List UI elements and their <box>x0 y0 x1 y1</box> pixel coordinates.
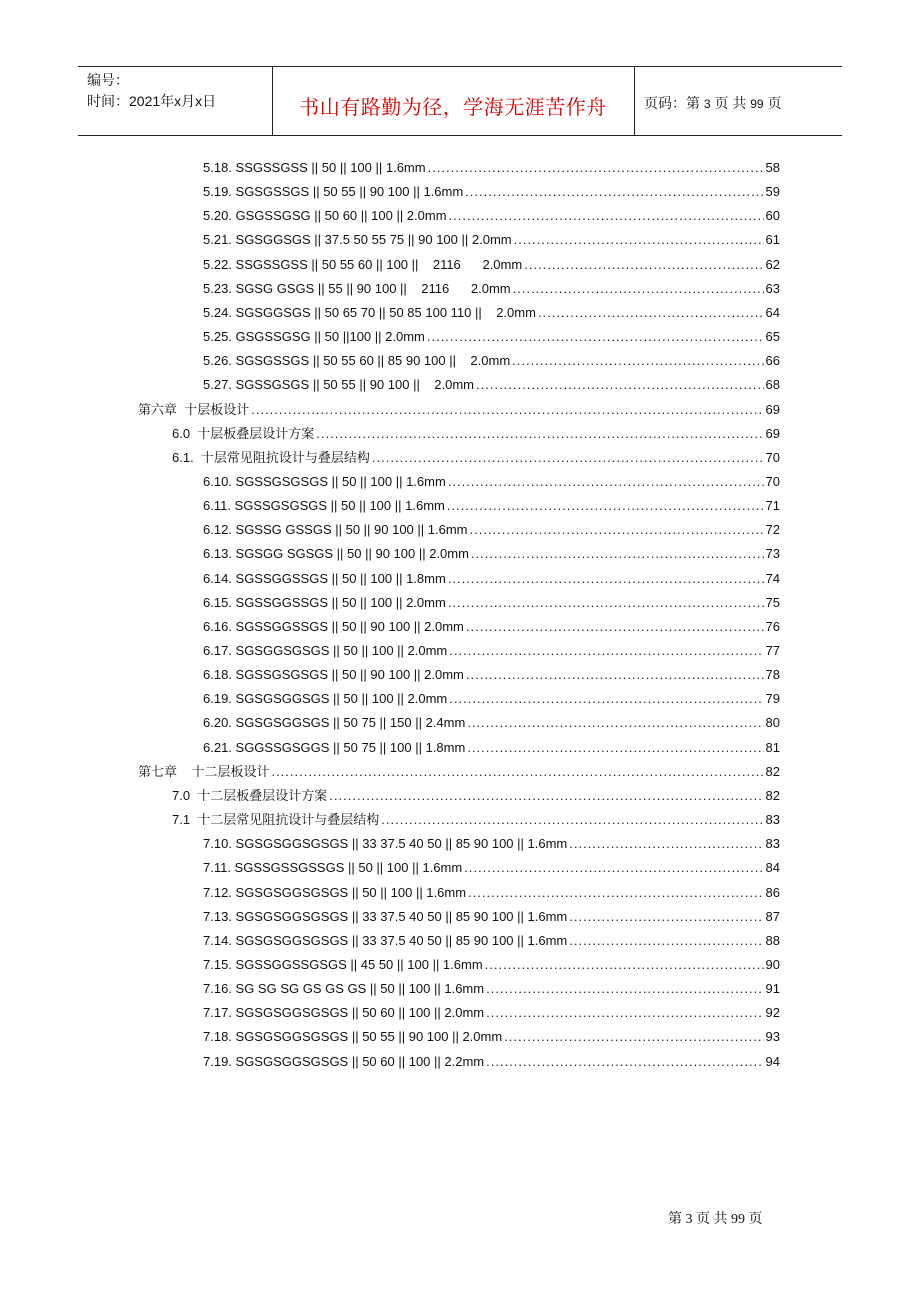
toc-entry[interactable] <box>203 205 780 227</box>
toc-dot-leader <box>464 857 763 879</box>
toc-entry-page: 61 <box>765 232 780 248</box>
toc-entry-title: 7.10. SGSGSGGSGSGS || 33 37.5 40 50 || 85 90 100 || 1.6mm <box>203 836 568 852</box>
toc-entry-title: 5.19. SGSGSSGS || 50 55 || 90 100 || 1.6mm <box>203 184 464 200</box>
toc-entry[interactable] <box>203 640 780 662</box>
toc-dot-leader <box>471 543 764 565</box>
toc-entry-title: 6.1. 十层常见阻抗设计与叠层结构 <box>172 449 370 465</box>
toc-entry-page: 79 <box>765 691 780 707</box>
toc-entry-title: 7.16. SG SG SG GS GS GS || 50 || 100 || 1.6mm <box>203 981 485 997</box>
toc-entry-title: 5.22. SSGSSGSS || 50 55 60 || 100 || 2116 2.0mm <box>203 256 523 272</box>
toc-entry-page: 74 <box>765 570 780 586</box>
toc-dot-leader <box>251 399 763 421</box>
toc-entry-page: 90 <box>765 956 780 972</box>
page-code-total: 99 <box>750 97 764 111</box>
toc-dot-leader <box>512 350 763 372</box>
toc-entry-page: 82 <box>765 763 780 779</box>
toc-entry-page: 81 <box>765 739 780 755</box>
toc-dot-leader <box>467 712 763 734</box>
toc-entry[interactable] <box>203 592 780 614</box>
toc-dot-leader <box>513 278 764 300</box>
toc-entry-page: 83 <box>765 812 780 828</box>
toc-entry-page: 69 <box>765 401 780 417</box>
footer-prefix: 第 <box>668 1212 682 1227</box>
toc-entry-page: 62 <box>765 256 780 272</box>
toc-entry-title: 6.19. SGSGSGGSGS || 50 || 100 || 2.0mm <box>203 691 448 707</box>
toc-dot-leader <box>486 1051 763 1073</box>
toc-entry-title: 7.18. SGSGSGGSGSGS || 50 55 || 90 100 || 2.0mm <box>203 1029 503 1045</box>
toc-dot-leader <box>448 471 764 493</box>
toc-entry-page: 71 <box>765 498 780 514</box>
toc-entry[interactable] <box>203 254 780 276</box>
toc-entry[interactable] <box>203 471 780 493</box>
toc-dot-leader <box>538 302 764 324</box>
toc-entry-title: 6.0 十层板叠层设计方案 <box>172 425 315 441</box>
toc-entry-title: 7.1 十二层常见阻抗设计与叠层结构 <box>172 812 380 828</box>
toc-entry[interactable] <box>138 761 780 783</box>
toc-dot-leader <box>485 954 764 976</box>
page-code <box>644 93 782 113</box>
toc-entry-title: 6.10. SGSSGSGSGS || 50 || 100 || 1.6mm <box>203 473 446 489</box>
toc-entry[interactable] <box>172 809 780 831</box>
toc-entry[interactable] <box>203 978 780 1000</box>
toc-dot-leader <box>466 664 764 686</box>
toc-entry[interactable] <box>203 954 780 976</box>
toc-entry-title: 7.14. SGSGSGGSGSGS || 33 37.5 40 50 || 85 90 100 || 1.6mm <box>203 932 568 948</box>
toc-entry[interactable] <box>203 857 780 879</box>
toc-dot-leader <box>329 785 763 807</box>
toc-entry-page: 78 <box>765 667 780 683</box>
serial-number-label: 编号： <box>87 72 129 88</box>
toc-dot-leader <box>447 495 764 517</box>
toc-entry-page: 76 <box>765 618 780 634</box>
toc-entry-page: 72 <box>765 522 780 538</box>
toc-dot-leader <box>381 809 763 831</box>
toc-dot-leader <box>467 737 763 759</box>
toc-entry-title: 第七章 十二层板设计 <box>138 763 270 779</box>
toc-entry-title: 5.18. SSGSSGSS || 50 || 100 || 1.6mm <box>203 160 426 175</box>
toc-entry[interactable] <box>203 350 780 372</box>
toc-entry-page: 73 <box>765 546 780 562</box>
toc-entry-page: 88 <box>765 932 780 948</box>
toc-dot-leader <box>486 1002 763 1024</box>
toc-dot-leader <box>504 1026 763 1048</box>
toc-entry-title: 7.11. SGSSGSSGSSGS || 50 || 100 || 1.6mm <box>203 860 463 876</box>
toc-entry[interactable] <box>172 447 780 469</box>
footer-mid: 页 共 <box>696 1212 728 1227</box>
toc-entry[interactable] <box>203 1051 780 1073</box>
toc-dot-leader <box>569 906 763 928</box>
toc-dot-leader <box>524 254 763 276</box>
toc-dot-leader <box>449 688 763 710</box>
toc-entry-title: 6.15. SGSSGGSSGS || 50 || 100 || 2.0mm <box>203 594 446 610</box>
toc-entry-page: 93 <box>765 1029 780 1045</box>
toc-entry-title: 6.17. SGSGGSGSGS || 50 || 100 || 2.0mm <box>203 643 448 658</box>
toc-entry-page: 86 <box>765 884 780 900</box>
toc-entry-page: 66 <box>765 353 780 369</box>
toc-dot-leader <box>465 181 763 203</box>
page-header <box>78 66 842 136</box>
toc-entry[interactable] <box>203 882 780 904</box>
toc-entry-title: 7.12. SGSGSGGSGSGS || 50 || 100 || 1.6mm <box>203 884 467 900</box>
motto-text: 书山有路勤为径，学海无涯苦作舟 <box>299 95 607 119</box>
header-motto-cell <box>272 67 635 135</box>
toc-entry[interactable] <box>172 785 780 807</box>
toc-entry-title: 6.12. SGSSG GSSGS || 50 || 90 100 || 1.6mm <box>203 522 468 538</box>
toc-dot-leader <box>372 447 764 469</box>
toc-entry-title: 6.13. SGSGG SGSGS || 50 || 90 100 || 2.0mm <box>203 546 469 562</box>
toc-entry[interactable] <box>203 712 780 734</box>
toc-entry[interactable] <box>172 423 780 445</box>
toc-entry[interactable] <box>203 326 780 348</box>
toc-entry-title: 7.17. SGSGSGGSGSGS || 50 60 || 100 || 2.0mm <box>203 1005 485 1021</box>
toc-entry[interactable] <box>203 278 780 300</box>
date-label: 时间：2021年x月x日 <box>87 93 217 109</box>
toc-entry-title: 5.25. GSGSSGSG || 50 ||100 || 2.0mm <box>203 329 425 345</box>
toc-entry[interactable] <box>203 930 780 952</box>
toc-dot-leader <box>569 833 763 855</box>
toc-entry[interactable] <box>203 568 780 590</box>
toc-entry-page: 92 <box>765 1005 780 1021</box>
toc-dot-leader <box>428 157 764 179</box>
footer-suffix: 页 <box>748 1212 763 1227</box>
page-footer <box>668 1208 763 1228</box>
toc-entry[interactable] <box>203 495 780 517</box>
toc-dot-leader <box>486 978 763 1000</box>
toc-dot-leader <box>316 423 763 445</box>
toc-entry-page: 75 <box>765 594 780 610</box>
toc-dot-leader <box>449 640 763 662</box>
toc-entry[interactable] <box>203 543 780 565</box>
toc-entry-title: 7.15. SGSSGGSSGSGS || 45 50 || 100 || 1.6mm <box>203 956 483 972</box>
toc-entry-title: 第六章 十层板设计 <box>138 401 250 417</box>
toc-dot-leader <box>271 761 763 783</box>
toc-dot-leader <box>470 519 764 541</box>
toc-entry-page: 58 <box>765 160 780 175</box>
toc-entry[interactable] <box>203 664 780 686</box>
page-code-suffix: 页 <box>767 95 782 111</box>
toc-entry[interactable] <box>203 1026 780 1048</box>
toc-entry-title: 5.26. SGSGSSGS || 50 55 60 || 85 90 100 || 2.0mm <box>203 353 511 369</box>
toc-entry-page: 94 <box>765 1053 780 1069</box>
toc-entry[interactable] <box>203 374 780 396</box>
toc-entry-page: 63 <box>765 280 780 296</box>
toc-entry-page: 91 <box>765 981 780 997</box>
toc-dot-leader <box>448 568 764 590</box>
toc-dot-leader <box>468 882 763 904</box>
toc-entry-title: 5.20. GSGSSGSG || 50 60 || 100 || 2.0mm <box>203 208 447 224</box>
toc-entry[interactable] <box>203 157 780 179</box>
toc-entry-page: 68 <box>765 377 780 393</box>
toc-entry-page: 70 <box>765 473 780 489</box>
toc-entry-title: 6.20. SGSGSGGSGS || 50 75 || 150 || 2.4mm <box>203 715 466 731</box>
toc-entry-page: 69 <box>765 425 780 441</box>
toc-entry-title: 6.18. SGSSGSGSGS || 50 || 90 100 || 2.0mm <box>203 667 464 683</box>
page-code-prefix: 页码：第 <box>644 95 700 111</box>
toc-entry-page: 59 <box>765 184 780 200</box>
toc-entry-page: 84 <box>765 860 780 876</box>
header-meta-cell <box>78 67 273 135</box>
header-page-cell <box>634 67 842 135</box>
toc-entry-page: 80 <box>765 715 780 731</box>
toc-entry-title: 6.14. SGSSGGSSGS || 50 || 100 || 1.8mm <box>203 570 446 586</box>
toc-dot-leader <box>427 326 764 348</box>
toc-entry[interactable] <box>203 1002 780 1024</box>
page-code-mid: 页 共 <box>714 95 747 111</box>
toc-entry[interactable] <box>203 181 780 203</box>
toc-entry[interactable] <box>138 399 780 421</box>
toc-entry-title: 6.16. SGSSGGSSGS || 50 || 90 100 || 2.0mm <box>203 618 464 634</box>
toc-entry-title: 7.13. SGSGSGGSGSGS || 33 37.5 40 50 || 85 90 100 || 1.6mm <box>203 908 568 924</box>
page-code-current: 3 <box>703 97 711 111</box>
toc-entry-title: 5.23. SGSG GSGS || 55 || 90 100 || 2116 2.0mm <box>203 280 511 296</box>
toc-entry-title: 7.0 十二层板叠层设计方案 <box>172 787 328 803</box>
toc-entry[interactable] <box>203 906 780 928</box>
footer-current-page: 3 <box>685 1212 693 1227</box>
footer-total-pages: 99 <box>731 1212 745 1227</box>
toc-entry-page: 83 <box>765 836 780 852</box>
toc-entry-title: 5.21. SGSGGSGS || 37.5 50 55 75 || 90 100 || 2.0mm <box>203 232 512 248</box>
toc-entry-page: 60 <box>765 208 780 224</box>
toc-entry[interactable] <box>203 616 780 638</box>
toc-entry-page: 64 <box>765 304 780 320</box>
toc-dot-leader <box>466 616 764 638</box>
toc-entry-page: 87 <box>765 908 780 924</box>
toc-entry-page: 82 <box>765 787 780 803</box>
toc-entry-title: 7.19. SGSGSGGSGSGS || 50 60 || 100 || 2.2mm <box>203 1053 485 1069</box>
toc-entry-title: 6.11. SGSSGSGSGS || 50 || 100 || 1.6mm <box>203 498 445 514</box>
toc-entry-page: 65 <box>765 329 780 345</box>
toc-entry[interactable] <box>203 833 780 855</box>
toc-entry-page: 77 <box>765 643 780 658</box>
toc-dot-leader <box>448 592 764 614</box>
toc-entry-title: 6.21. SGGSSGSGGS || 50 75 || 100 || 1.8mm <box>203 739 466 755</box>
toc-entry[interactable] <box>203 688 780 710</box>
toc-dot-leader <box>514 229 764 251</box>
toc-entry[interactable] <box>203 737 780 759</box>
toc-entry[interactable] <box>203 519 780 541</box>
toc-dot-leader <box>569 930 763 952</box>
toc-entry[interactable] <box>203 229 780 251</box>
toc-dot-leader <box>449 205 764 227</box>
toc-dot-leader <box>476 374 764 396</box>
toc-entry-title: 5.27. SGSSGSGS || 50 55 || 90 100 || 2.0mm <box>203 377 475 393</box>
toc-entry-title: 5.24. SGSGGSGS || 50 65 70 || 50 85 100 110 || 2.0mm <box>203 304 536 320</box>
toc-entry[interactable] <box>203 302 780 324</box>
toc-entry-page: 70 <box>765 449 780 465</box>
